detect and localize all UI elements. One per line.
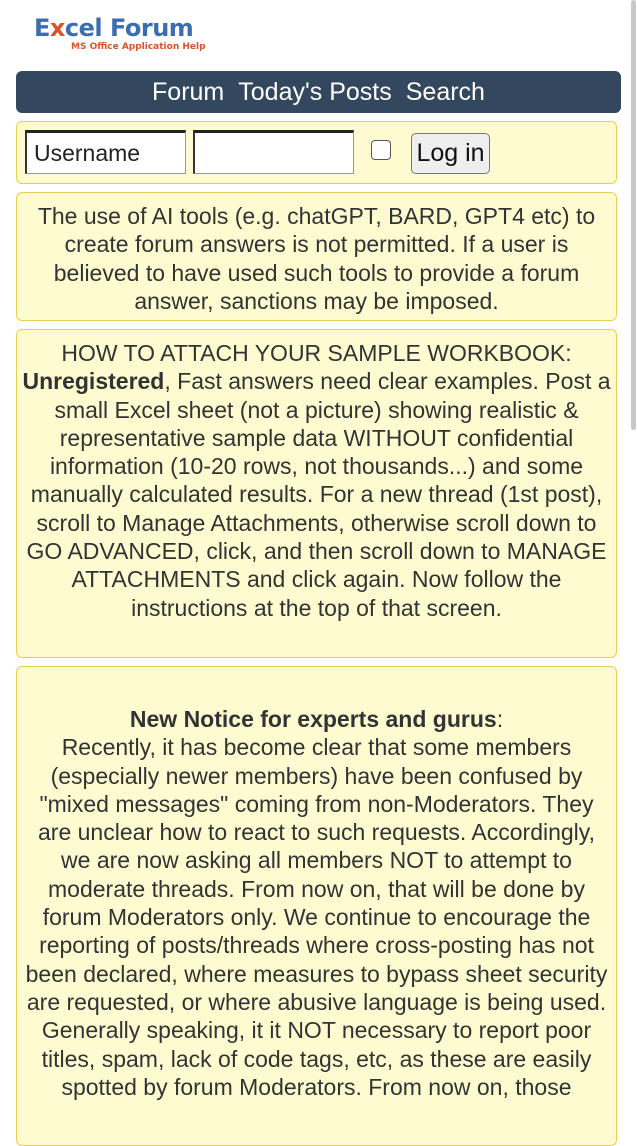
top-navbar	[16, 71, 621, 113]
site-logo[interactable]	[34, 14, 244, 58]
remember-me-checkbox[interactable]	[371, 140, 391, 160]
ai-tools-notice	[16, 192, 617, 321]
password-input[interactable]	[193, 130, 354, 174]
login-button[interactable]: Log in	[411, 133, 490, 174]
experts-notice	[16, 666, 617, 1146]
logo-subtitle: MS Office Application Help	[71, 42, 206, 52]
attach-notice-heading: HOW TO ATTACH YOUR SAMPLE WORKBOOK:	[61, 340, 572, 366]
nav-forum-link[interactable]: Forum	[152, 77, 225, 106]
experts-notice-body: Recently, it has become clear that some members (especially newer members) have been confused by "mixed messages" coming from non-Moderators. They are unclear how to react to such requests. Accordingly, we are now asking all members NOT to attempt to moderate threads. From now on, that will be done by forum Moderators only. We continue to encourage the reporting of posts/threads where cross-posting has not been declared, where measures to bypass sheet security are requested, or where abusive language is being used. Generally speaking, it it NOT necessary to report poor titles, spam, lack of code tags, etc, as these are easily spotted by forum Moderators. From now on, those	[25, 734, 608, 1100]
username-input[interactable]	[25, 130, 186, 174]
experts-notice-heading: New Notice for experts and gurus	[129, 706, 497, 732]
attach-workbook-notice	[16, 329, 617, 658]
attach-notice-username: Unregistered	[22, 368, 165, 395]
ai-tools-notice-text: The use of AI tools (e.g. chatGPT, BARD, GPT4 etc) to create forum answers is not permitted. If a user is believed to have used such tools to provide a forum answer, sanctions may be imposed.	[37, 203, 596, 314]
experts-notice-colon: :	[496, 706, 504, 732]
attach-notice-body: , Fast answers need clear examples. Post a small Excel sheet (not a picture) showing realistic & representative sample data WITHOUT confidential information (10-20 rows, not thousands...) and some manually calculated results. For a new thread (1st post), scroll to Manage Attachments, otherwise scroll down to GO ADVANCED, click, and then scroll down to MANAGE ATTACHMENTS and click again. Now follow the instructions at the top of that screen.	[26, 368, 611, 621]
page-scrollbar[interactable]	[631, 0, 636, 430]
logo-title: Excel Forum	[34, 14, 194, 42]
login-panel	[16, 121, 617, 184]
nav-todays-posts-link[interactable]: Today's Posts	[238, 77, 392, 106]
nav-search-link[interactable]: Search	[405, 77, 485, 106]
